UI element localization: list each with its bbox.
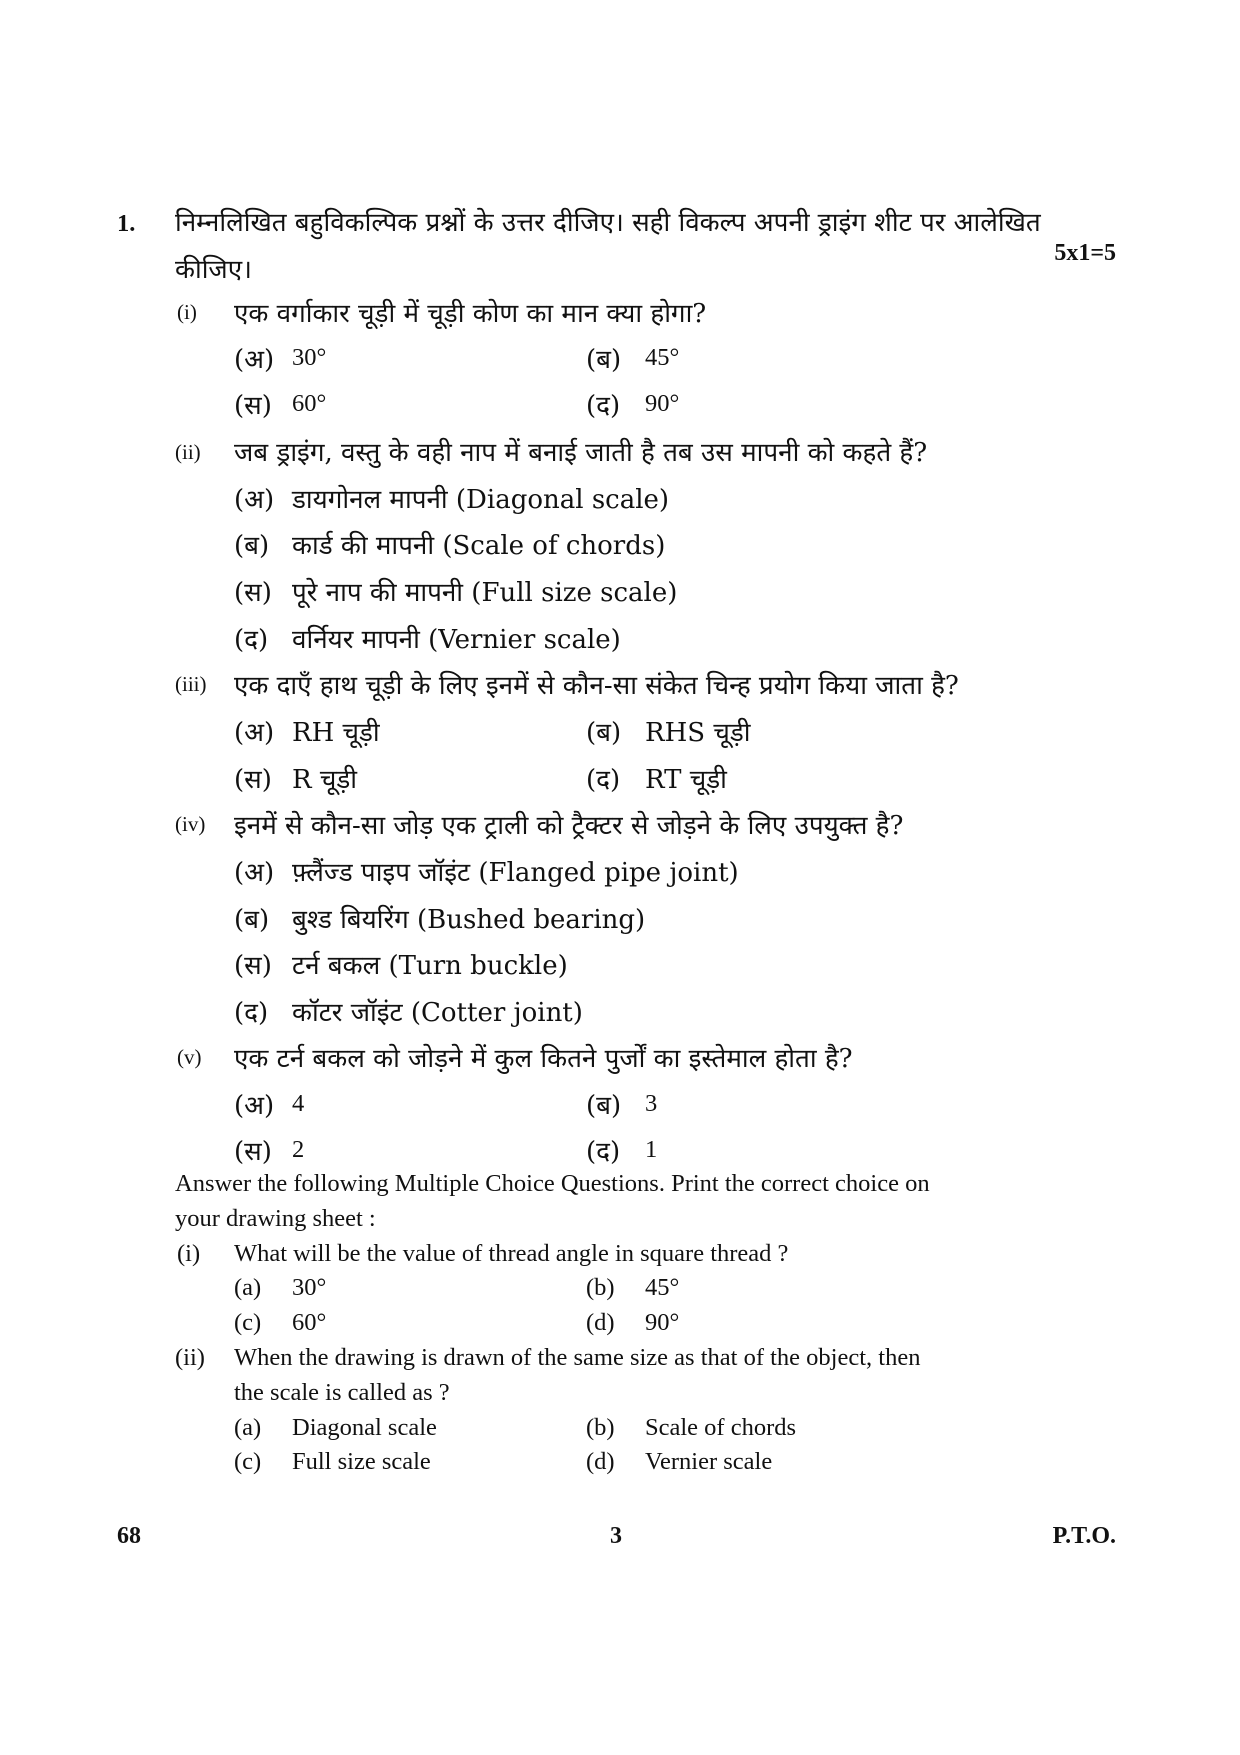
option-label: (ब) (234, 905, 270, 935)
option-label: (ब) (586, 718, 622, 748)
option-label: (अ) (234, 718, 275, 748)
hindi-q1-text: एक वर्गाकार चूड़ी में चूड़ी कोण का मान क्या होगा? (234, 299, 707, 329)
option-label: (स) (234, 951, 272, 981)
option-text: कॉटर जॉइंट (Cotter joint) (292, 998, 583, 1028)
option-label: (स) (234, 391, 272, 421)
option-text: Vernier scale (645, 1448, 773, 1475)
option-text: टर्न बकल (Turn buckle) (292, 951, 568, 981)
option-text: 60° (292, 1309, 327, 1336)
option-label: (स) (234, 578, 272, 608)
option-label: (ब) (586, 345, 622, 375)
option-text: RHS चूड़ी (645, 718, 751, 748)
option-label: (b) (586, 1414, 615, 1441)
option-text: 4 (292, 1090, 305, 1117)
option-label: (द) (586, 1137, 621, 1167)
option-label: (द) (586, 765, 621, 795)
option-text: 90° (645, 1309, 680, 1336)
option-text: RT चूड़ी (645, 765, 727, 795)
option-text: 3 (645, 1090, 658, 1117)
option-text: फ़्लैंज्ड पाइप जॉइंट (Flanged pipe joint) (292, 858, 739, 888)
option-text: 90° (645, 390, 680, 417)
english-instruction-line2: your drawing sheet : (175, 1205, 376, 1232)
option-label: (c) (234, 1309, 262, 1336)
option-text: बुश्ड बियरिंग (Bushed bearing) (292, 905, 646, 935)
option-label: (द) (234, 998, 269, 1028)
option-label: (c) (234, 1448, 262, 1475)
option-label: (द) (234, 625, 269, 655)
pto-label: P.T.O. (1052, 1523, 1116, 1549)
hindi-q5-text: एक टर्न बकल को जोड़ने में कुल कितने पुर्जों का इस्तेमाल होता है? (234, 1044, 853, 1074)
hindi-q4-number: (iv) (175, 812, 206, 836)
option-text: 30° (292, 344, 327, 371)
option-text: R चूड़ी (292, 765, 357, 795)
english-q1-number: (i) (177, 1240, 201, 1267)
english-q2-text-line1: When the drawing is drawn of the same size as that of the object, then (234, 1344, 921, 1371)
option-label: (द) (586, 391, 621, 421)
option-text: कार्ड की मापनी (Scale of chords) (292, 531, 666, 561)
marks: 5x1=5 (1054, 240, 1116, 266)
option-text: Scale of chords (645, 1414, 797, 1441)
option-text: 45° (645, 344, 680, 371)
option-label: (अ) (234, 485, 275, 515)
option-text: 1 (645, 1136, 658, 1163)
option-label: (b) (586, 1274, 615, 1301)
hindi-instruction-line2: कीजिए। (175, 255, 252, 285)
option-text: डायगोनल मापनी (Diagonal scale) (292, 485, 670, 515)
option-label: (a) (234, 1274, 262, 1301)
english-q2-number: (ii) (175, 1344, 205, 1371)
option-text: 60° (292, 390, 327, 417)
hindi-q3-number: (iii) (175, 672, 207, 696)
hindi-q4-text: इनमें से कौन-सा जोड़ एक ट्राली को ट्रैक्टर से जोड़ने के लिए उपयुक्त है? (234, 811, 904, 841)
english-q2-text-line2: the scale is called as ? (234, 1379, 450, 1406)
option-label: (अ) (234, 1091, 275, 1121)
option-text: Diagonal scale (292, 1414, 437, 1441)
option-text: 30° (292, 1274, 327, 1301)
option-label: (d) (586, 1448, 615, 1475)
option-label: (ब) (234, 531, 270, 561)
hindi-instruction-line1: निम्नलिखित बहुविकल्पिक प्रश्नों के उत्तर दीजिए। सही विकल्प अपनी ड्राइंग शीट पर आलेखित (175, 208, 1041, 238)
hindi-q2-number: (ii) (175, 440, 201, 464)
hindi-q2-text: जब ड्राइंग, वस्तु के वही नाप में बनाई जाती है तब उस मापनी को कहते हैं? (234, 438, 928, 468)
option-text: Full size scale (292, 1448, 431, 1475)
option-label: (स) (234, 765, 272, 795)
option-text: RH चूड़ी (292, 718, 380, 748)
option-label: (स) (234, 1137, 272, 1167)
hindi-q5-number: (v) (177, 1045, 202, 1069)
footer-code: 68 (117, 1523, 141, 1549)
question-number: 1. (117, 210, 136, 237)
english-q1-text: What will be the value of thread angle in square thread ? (234, 1240, 789, 1267)
hindi-q3-text: एक दाएँ हाथ चूड़ी के लिए इनमें से कौन-सा संकेत चिन्ह प्रयोग किया जाता है? (234, 671, 959, 701)
option-label: (ब) (586, 1091, 622, 1121)
hindi-q1-number: (i) (177, 300, 197, 324)
option-label: (a) (234, 1414, 262, 1441)
option-text: 2 (292, 1136, 305, 1163)
page-number: 3 (610, 1523, 622, 1549)
option-text: पूरे नाप की मापनी (Full size scale) (292, 578, 678, 608)
option-text: वर्नियर मापनी (Vernier scale) (292, 625, 621, 655)
option-label: (अ) (234, 858, 275, 888)
english-instruction-line1: Answer the following Multiple Choice Questions. Print the correct choice on (175, 1170, 930, 1197)
option-text: 45° (645, 1274, 680, 1301)
option-label: (अ) (234, 345, 275, 375)
option-label: (d) (586, 1309, 615, 1336)
